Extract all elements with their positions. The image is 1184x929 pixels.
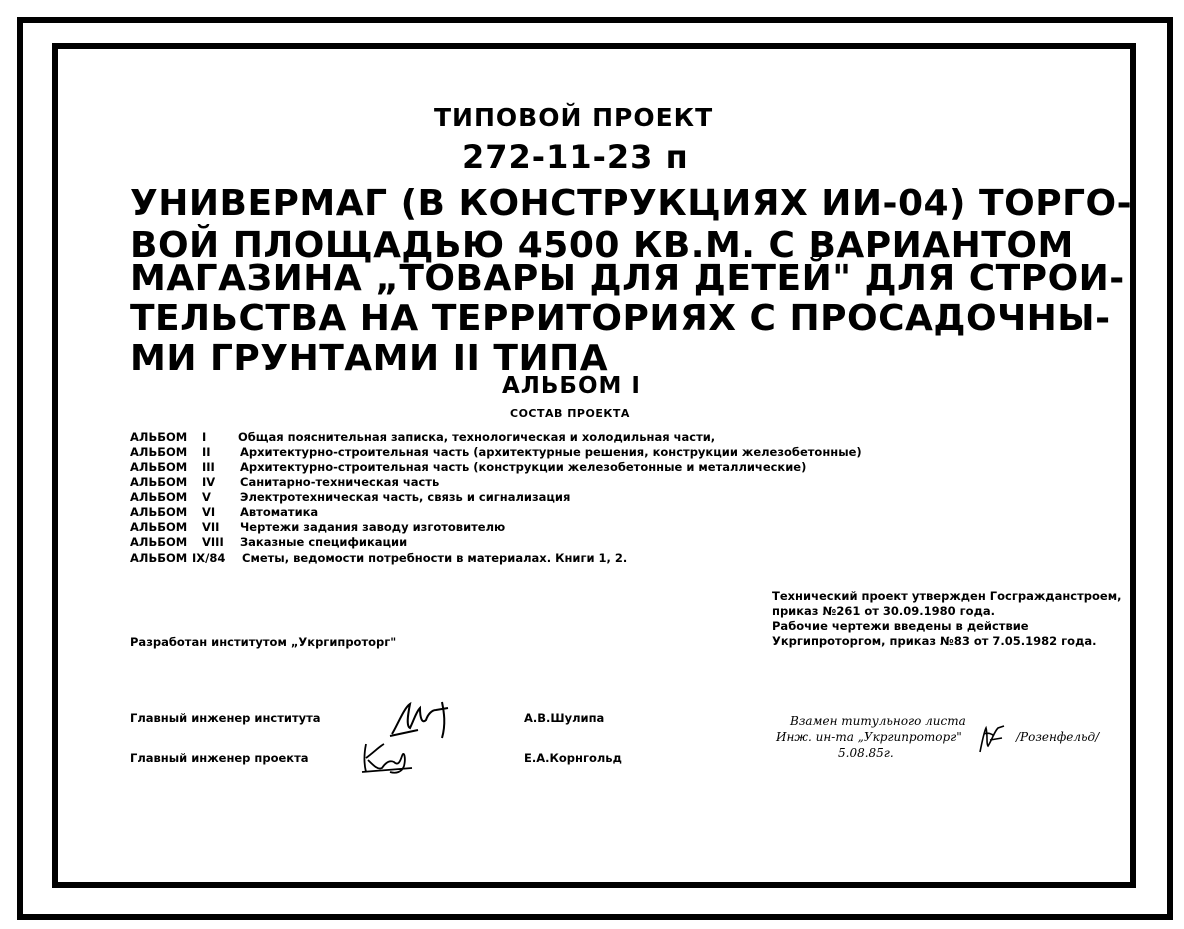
album-description: Сметы, ведомости потребности в материалах. Книги 1, 2. (242, 551, 628, 565)
album-label: АЛЬБОМ (130, 505, 188, 519)
project-number: 272-11-23 п (462, 138, 689, 176)
album-description: Заказные спецификации (240, 535, 408, 549)
album-description: Чертежи задания заводу изготовителю (240, 520, 506, 534)
album-number: VII (202, 520, 220, 534)
signature-note (976, 722, 1006, 756)
album-number: I (202, 430, 207, 444)
album-description: Общая пояснительная записка, технологическая и холодильная части, (238, 430, 716, 444)
album-number: II (202, 445, 211, 459)
approval-line: Рабочие чертежи введены в действие (772, 619, 1029, 633)
note-line: /Розенфельд/ (1016, 730, 1100, 744)
title-line: МИ ГРУНТАМИ II ТИПА (130, 338, 609, 379)
note-line: Инж. ин-та „Укргипроторг" (776, 730, 962, 744)
approval-line: приказ №261 от 30.09.1980 года. (772, 604, 995, 618)
album-label: АЛЬБОМ (130, 551, 188, 565)
title-line: ТЕЛЬСТВА НА ТЕРРИТОРИЯХ С ПРОСАДОЧНЫ- (130, 298, 1111, 339)
album-description: Архитектурно-строительная часть (архитектурные решения, конструкции железобетонные) (240, 445, 862, 459)
album-description: Санитарно-техническая часть (240, 475, 440, 489)
album-number: III (202, 460, 215, 474)
signature-role: Главный инженер проекта (130, 751, 309, 765)
album-number: IX/84 (192, 551, 226, 565)
signature-name: А.В.Шулипа (524, 711, 605, 725)
album-number: V (202, 490, 211, 504)
album-label: АЛЬБОМ (130, 490, 188, 504)
approval-line: Технический проект утвержден Госгражданстроем, (772, 589, 1122, 603)
album-label: АЛЬБОМ (130, 445, 188, 459)
album-label: АЛЬБОМ (130, 535, 188, 549)
note-line: Взамен титульного листа (790, 714, 966, 728)
signature-chief-engineer-institute (388, 698, 468, 742)
album-number: IV (202, 475, 216, 489)
album-title: АЛЬБОМ I (502, 373, 641, 399)
signature-chief-engineer-project (360, 738, 420, 778)
album-label: АЛЬБОМ (130, 430, 188, 444)
signature-name: Е.А.Корнгольд (524, 751, 622, 765)
approval-line: Укргипроторгом, приказ №83 от 7.05.1982 года. (772, 634, 1097, 648)
album-label: АЛЬБОМ (130, 460, 188, 474)
title-line: ВОЙ ПЛОЩАДЬЮ 4500 КВ.М. С ВАРИАНТОМ (130, 225, 1074, 266)
album-description: Архитектурно-строительная часть (конструкции железобетонные и металлические) (240, 460, 807, 474)
type-label: ТИПОВОЙ ПРОЕКТ (434, 103, 714, 132)
title-line: МАГАЗИНА „ТОВАРЫ ДЛЯ ДЕТЕЙ" ДЛЯ СТРОИ- (130, 258, 1125, 299)
developer-line: Разработан институтом „Укргипроторг" (130, 635, 397, 649)
album-number: VIII (202, 535, 224, 549)
composition-heading: СОСТАВ ПРОЕКТА (510, 407, 630, 420)
album-label: АЛЬБОМ (130, 475, 188, 489)
signature-role: Главный инженер института (130, 711, 321, 725)
album-description: Электротехническая часть, связь и сигнализация (240, 490, 571, 504)
album-number: VI (202, 505, 216, 519)
note-line: 5.08.85г. (838, 746, 894, 760)
album-description: Автоматика (240, 505, 319, 519)
album-label: АЛЬБОМ (130, 520, 188, 534)
title-line: УНИВЕРМАГ (В КОНСТРУКЦИЯХ ИИ-04) ТОРГО- (130, 183, 1133, 224)
